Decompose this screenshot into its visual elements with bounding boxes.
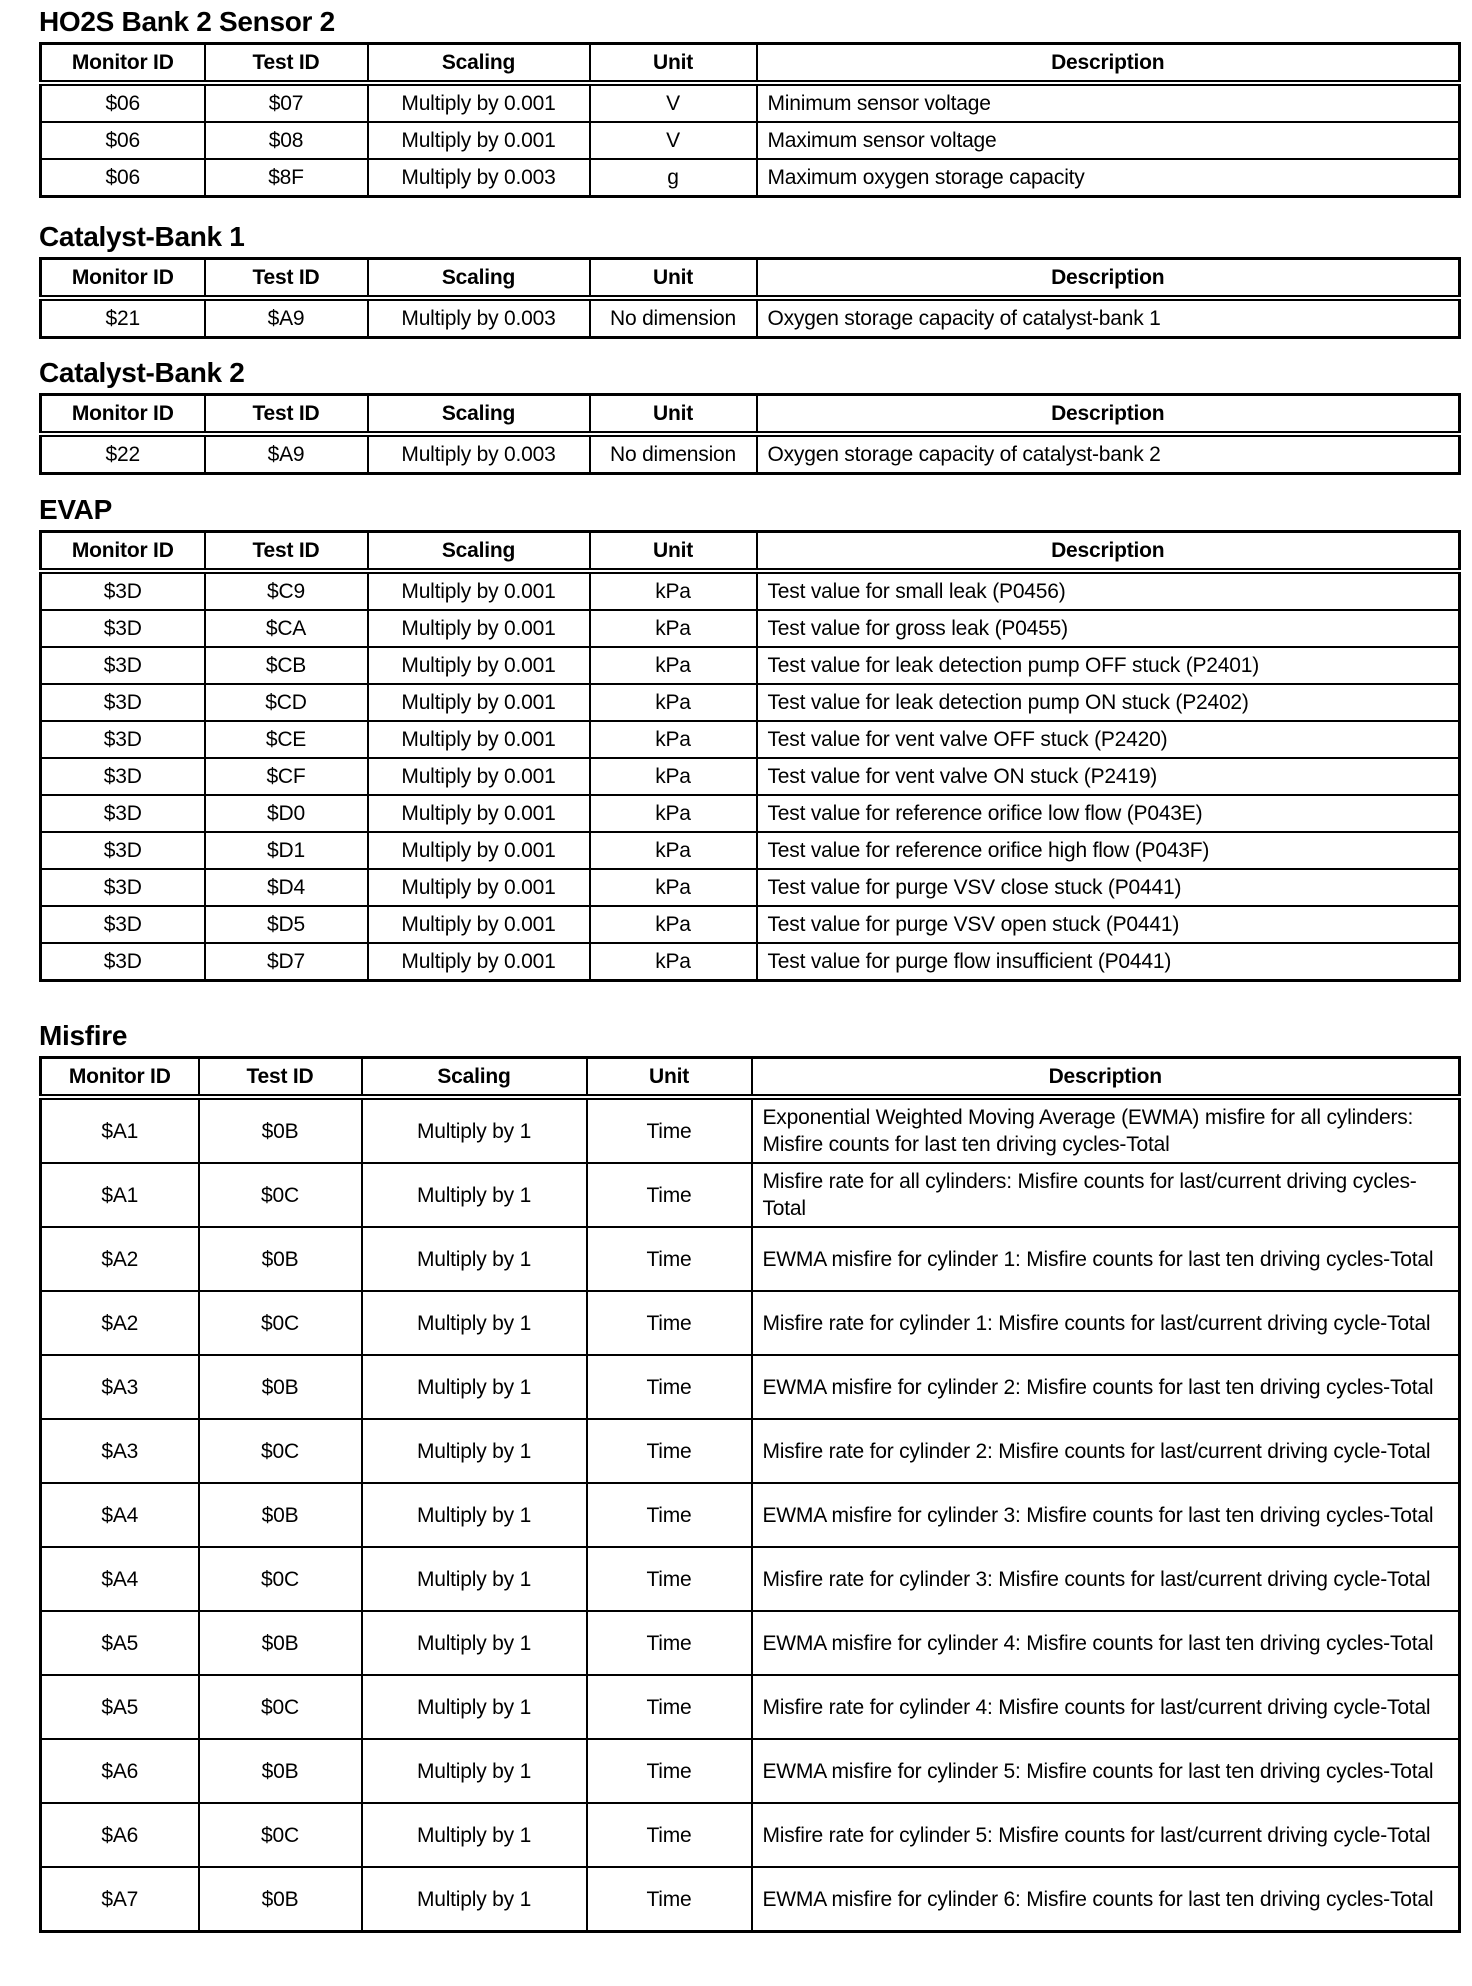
cell-description: Test value for vent valve OFF stuck (P2420): [757, 721, 1460, 758]
cell-scaling: Multiply by 0.001: [368, 906, 590, 943]
table-row: [41, 1547, 1460, 1611]
table-row: [41, 1739, 1460, 1803]
cell-test-id: $0B: [199, 1867, 362, 1932]
section-title: EVAP: [39, 494, 112, 525]
cell-description: Oxygen storage capacity of catalyst-bank 1: [757, 298, 1460, 338]
table-header-row: [41, 1058, 1460, 1098]
section-title: Catalyst-Bank 2: [39, 357, 245, 388]
table-row: [41, 159, 1460, 197]
cell-test-id: $0C: [199, 1419, 362, 1483]
cell-monitor-id: $3D: [41, 647, 205, 684]
column-header-unit: Unit: [590, 532, 757, 572]
cell-description: Misfire rate for cylinder 3: Misfire counts for last/current driving cycle-Total: [752, 1547, 1460, 1611]
cell-test-id: $0B: [199, 1739, 362, 1803]
column-header-description: Description: [757, 259, 1460, 299]
column-header-description: Description: [757, 395, 1460, 435]
cell-unit: kPa: [590, 721, 757, 758]
cell-test-id: $D7: [205, 943, 368, 981]
cell-scaling: Multiply by 1: [362, 1291, 587, 1355]
section-misfire: [39, 1020, 1459, 1933]
cell-test-id: $0B: [199, 1227, 362, 1291]
cell-unit: No dimension: [590, 298, 757, 338]
cell-monitor-id: $3D: [41, 721, 205, 758]
column-header-monitor-id: Monitor ID: [41, 44, 205, 84]
cell-unit: Time: [587, 1675, 752, 1739]
cell-test-id: $0C: [199, 1675, 362, 1739]
cell-monitor-id: $3D: [41, 610, 205, 647]
cell-unit: kPa: [590, 758, 757, 795]
cell-unit: kPa: [590, 610, 757, 647]
table-row: [41, 1611, 1460, 1675]
column-header-scaling: Scaling: [368, 532, 590, 572]
data-table: [39, 257, 1461, 339]
section-title: Misfire: [39, 1020, 128, 1051]
column-header-test-id: Test ID: [205, 44, 368, 84]
cell-scaling: Multiply by 1: [362, 1867, 587, 1932]
cell-description: Misfire rate for cylinder 4: Misfire counts for last/current driving cycle-Total: [752, 1675, 1460, 1739]
table-header-row: [41, 44, 1460, 84]
cell-unit: Time: [587, 1355, 752, 1419]
column-header-test-id: Test ID: [199, 1058, 362, 1098]
cell-scaling: Multiply by 0.001: [368, 832, 590, 869]
table-row: [41, 906, 1460, 943]
column-header-test-id: Test ID: [205, 532, 368, 572]
table-row: [41, 1355, 1460, 1419]
cell-description: EWMA misfire for cylinder 3: Misfire counts for last ten driving cycles-Total: [752, 1483, 1460, 1547]
cell-scaling: Multiply by 1: [362, 1163, 587, 1227]
cell-unit: Time: [587, 1611, 752, 1675]
data-table: [39, 42, 1461, 198]
cell-monitor-id: $3D: [41, 758, 205, 795]
table-row: [41, 1291, 1460, 1355]
cell-unit: g: [590, 159, 757, 197]
cell-monitor-id: $06: [41, 122, 205, 159]
table-row: [41, 869, 1460, 906]
cell-description: Maximum sensor voltage: [757, 122, 1460, 159]
cell-test-id: $CF: [205, 758, 368, 795]
cell-test-id: $CB: [205, 647, 368, 684]
cell-scaling: Multiply by 1: [362, 1483, 587, 1547]
cell-unit: Time: [587, 1163, 752, 1227]
cell-test-id: $D0: [205, 795, 368, 832]
cell-description: Test value for purge flow insufficient (P0441): [757, 943, 1460, 981]
cell-unit: Time: [587, 1547, 752, 1611]
column-header-unit: Unit: [590, 44, 757, 84]
cell-description: Misfire rate for cylinder 5: Misfire counts for last/current driving cycle-Total: [752, 1803, 1460, 1867]
section-catalyst-bank-2: [39, 357, 1459, 475]
data-table: [39, 393, 1461, 475]
table-row: [41, 647, 1460, 684]
column-header-test-id: Test ID: [205, 259, 368, 299]
cell-test-id: $CE: [205, 721, 368, 758]
table-row: [41, 1675, 1460, 1739]
table-row: [41, 1097, 1460, 1163]
cell-test-id: $A9: [205, 434, 368, 474]
cell-unit: Time: [587, 1227, 752, 1291]
cell-monitor-id: $A5: [41, 1611, 199, 1675]
cell-monitor-id: $A4: [41, 1547, 199, 1611]
cell-unit: kPa: [590, 571, 757, 610]
cell-unit: Time: [587, 1483, 752, 1547]
cell-test-id: $CD: [205, 684, 368, 721]
cell-monitor-id: $3D: [41, 869, 205, 906]
table-row: [41, 1227, 1460, 1291]
cell-scaling: Multiply by 0.001: [368, 571, 590, 610]
cell-description: EWMA misfire for cylinder 6: Misfire counts for last ten driving cycles-Total: [752, 1867, 1460, 1932]
cell-description: EWMA misfire for cylinder 1: Misfire counts for last ten driving cycles-Total: [752, 1227, 1460, 1291]
cell-monitor-id: $A3: [41, 1419, 199, 1483]
cell-description: Maximum oxygen storage capacity: [757, 159, 1460, 197]
cell-test-id: $D1: [205, 832, 368, 869]
cell-scaling: Multiply by 0.003: [368, 434, 590, 474]
cell-scaling: Multiply by 0.001: [368, 795, 590, 832]
cell-test-id: $0B: [199, 1097, 362, 1163]
column-header-scaling: Scaling: [368, 44, 590, 84]
cell-scaling: Multiply by 1: [362, 1611, 587, 1675]
table-row: [41, 1163, 1460, 1227]
cell-test-id: $0C: [199, 1803, 362, 1867]
table-row: [41, 610, 1460, 647]
cell-monitor-id: $A6: [41, 1739, 199, 1803]
cell-unit: No dimension: [590, 434, 757, 474]
cell-unit: kPa: [590, 943, 757, 981]
column-header-unit: Unit: [587, 1058, 752, 1098]
cell-scaling: Multiply by 0.001: [368, 758, 590, 795]
data-table: [39, 1056, 1461, 1933]
cell-monitor-id: $A7: [41, 1867, 199, 1932]
cell-unit: kPa: [590, 647, 757, 684]
cell-description: Misfire rate for all cylinders: Misfire counts for last/current driving cycles-Total: [752, 1163, 1460, 1227]
cell-description: Test value for reference orifice high flow (P043F): [757, 832, 1460, 869]
cell-scaling: Multiply by 0.003: [368, 298, 590, 338]
cell-scaling: Multiply by 0.001: [368, 83, 590, 122]
table-row: [41, 943, 1460, 981]
table-row: [41, 1419, 1460, 1483]
cell-description: Test value for gross leak (P0455): [757, 610, 1460, 647]
cell-test-id: $8F: [205, 159, 368, 197]
cell-unit: Time: [587, 1867, 752, 1932]
cell-monitor-id: $3D: [41, 684, 205, 721]
column-header-monitor-id: Monitor ID: [41, 1058, 199, 1098]
cell-description: Misfire rate for cylinder 1: Misfire counts for last/current driving cycle-Total: [752, 1291, 1460, 1355]
cell-unit: V: [590, 83, 757, 122]
cell-test-id: $07: [205, 83, 368, 122]
cell-scaling: Multiply by 1: [362, 1355, 587, 1419]
table-header-row: [41, 259, 1460, 299]
table-row: [41, 758, 1460, 795]
column-header-monitor-id: Monitor ID: [41, 259, 205, 299]
column-header-description: Description: [757, 44, 1460, 84]
column-header-scaling: Scaling: [368, 259, 590, 299]
cell-scaling: Multiply by 0.001: [368, 610, 590, 647]
cell-scaling: Multiply by 1: [362, 1227, 587, 1291]
cell-test-id: $0C: [199, 1291, 362, 1355]
cell-test-id: $08: [205, 122, 368, 159]
table-row: [41, 298, 1460, 338]
cell-monitor-id: $A1: [41, 1163, 199, 1227]
column-header-monitor-id: Monitor ID: [41, 532, 205, 572]
cell-description: EWMA misfire for cylinder 2: Misfire counts for last ten driving cycles-Total: [752, 1355, 1460, 1419]
cell-description: Test value for small leak (P0456): [757, 571, 1460, 610]
cell-scaling: Multiply by 1: [362, 1547, 587, 1611]
cell-monitor-id: $A6: [41, 1803, 199, 1867]
column-header-description: Description: [752, 1058, 1460, 1098]
cell-unit: kPa: [590, 832, 757, 869]
cell-description: EWMA misfire for cylinder 4: Misfire counts for last ten driving cycles-Total: [752, 1611, 1460, 1675]
table-row: [41, 832, 1460, 869]
cell-description: Misfire rate for cylinder 2: Misfire counts for last/current driving cycle-Total: [752, 1419, 1460, 1483]
cell-description: Test value for vent valve ON stuck (P2419): [757, 758, 1460, 795]
cell-description: Minimum sensor voltage: [757, 83, 1460, 122]
cell-scaling: Multiply by 1: [362, 1739, 587, 1803]
cell-description: Test value for leak detection pump ON stuck (P2402): [757, 684, 1460, 721]
cell-scaling: Multiply by 1: [362, 1675, 587, 1739]
cell-unit: kPa: [590, 906, 757, 943]
data-table: [39, 530, 1461, 982]
cell-unit: Time: [587, 1291, 752, 1355]
cell-test-id: $0B: [199, 1611, 362, 1675]
column-header-unit: Unit: [590, 395, 757, 435]
table-row: [41, 122, 1460, 159]
cell-monitor-id: $A3: [41, 1355, 199, 1419]
cell-test-id: $A9: [205, 298, 368, 338]
cell-unit: Time: [587, 1097, 752, 1163]
cell-description: Test value for purge VSV close stuck (P0441): [757, 869, 1460, 906]
cell-test-id: $D4: [205, 869, 368, 906]
column-header-scaling: Scaling: [362, 1058, 587, 1098]
cell-monitor-id: $06: [41, 83, 205, 122]
cell-unit: Time: [587, 1739, 752, 1803]
section-title: Catalyst-Bank 1: [39, 221, 245, 252]
cell-description: Test value for leak detection pump OFF stuck (P2401): [757, 647, 1460, 684]
cell-unit: Time: [587, 1419, 752, 1483]
column-header-description: Description: [757, 532, 1460, 572]
table-row: [41, 795, 1460, 832]
cell-scaling: Multiply by 0.001: [368, 943, 590, 981]
table-row: [41, 721, 1460, 758]
cell-unit: kPa: [590, 869, 757, 906]
cell-scaling: Multiply by 0.001: [368, 122, 590, 159]
cell-test-id: $C9: [205, 571, 368, 610]
cell-description: Test value for reference orifice low flow (P043E): [757, 795, 1460, 832]
table-row: [41, 434, 1460, 474]
cell-scaling: Multiply by 0.001: [368, 684, 590, 721]
cell-monitor-id: $3D: [41, 832, 205, 869]
cell-monitor-id: $3D: [41, 943, 205, 981]
section-evap: [39, 494, 1459, 982]
cell-monitor-id: $3D: [41, 571, 205, 610]
table-header-row: [41, 395, 1460, 435]
cell-description: Exponential Weighted Moving Average (EWMA) misfire for all cylinders: Misfire counts for last ten driving cycles-Total: [752, 1097, 1460, 1163]
cell-scaling: Multiply by 1: [362, 1803, 587, 1867]
cell-unit: kPa: [590, 795, 757, 832]
cell-scaling: Multiply by 0.003: [368, 159, 590, 197]
cell-monitor-id: $A5: [41, 1675, 199, 1739]
section-ho2s-bank-2-sensor-2: [39, 6, 1459, 198]
cell-description: EWMA misfire for cylinder 5: Misfire counts for last ten driving cycles-Total: [752, 1739, 1460, 1803]
column-header-unit: Unit: [590, 259, 757, 299]
table-row: [41, 1483, 1460, 1547]
column-header-scaling: Scaling: [368, 395, 590, 435]
section-catalyst-bank-1: [39, 221, 1459, 339]
cell-unit: Time: [587, 1803, 752, 1867]
cell-scaling: Multiply by 1: [362, 1419, 587, 1483]
cell-monitor-id: $06: [41, 159, 205, 197]
cell-monitor-id: $3D: [41, 906, 205, 943]
cell-monitor-id: $3D: [41, 795, 205, 832]
cell-monitor-id: $21: [41, 298, 205, 338]
cell-scaling: Multiply by 0.001: [368, 647, 590, 684]
cell-test-id: $CA: [205, 610, 368, 647]
cell-test-id: $0B: [199, 1355, 362, 1419]
cell-monitor-id: $A1: [41, 1097, 199, 1163]
cell-scaling: Multiply by 0.001: [368, 721, 590, 758]
cell-description: Test value for purge VSV open stuck (P0441): [757, 906, 1460, 943]
table-row: [41, 684, 1460, 721]
cell-monitor-id: $22: [41, 434, 205, 474]
cell-scaling: Multiply by 0.001: [368, 869, 590, 906]
cell-monitor-id: $A2: [41, 1291, 199, 1355]
column-header-test-id: Test ID: [205, 395, 368, 435]
table-header-row: [41, 532, 1460, 572]
cell-unit: V: [590, 122, 757, 159]
cell-description: Oxygen storage capacity of catalyst-bank 2: [757, 434, 1460, 474]
table-row: [41, 571, 1460, 610]
cell-test-id: $0C: [199, 1547, 362, 1611]
section-title: HO2S Bank 2 Sensor 2: [39, 6, 335, 37]
cell-test-id: $0C: [199, 1163, 362, 1227]
cell-scaling: Multiply by 1: [362, 1097, 587, 1163]
cell-monitor-id: $A4: [41, 1483, 199, 1547]
column-header-monitor-id: Monitor ID: [41, 395, 205, 435]
table-row: [41, 83, 1460, 122]
table-row: [41, 1867, 1460, 1932]
table-row: [41, 1803, 1460, 1867]
cell-test-id: $D5: [205, 906, 368, 943]
cell-test-id: $0B: [199, 1483, 362, 1547]
cell-unit: kPa: [590, 684, 757, 721]
cell-monitor-id: $A2: [41, 1227, 199, 1291]
